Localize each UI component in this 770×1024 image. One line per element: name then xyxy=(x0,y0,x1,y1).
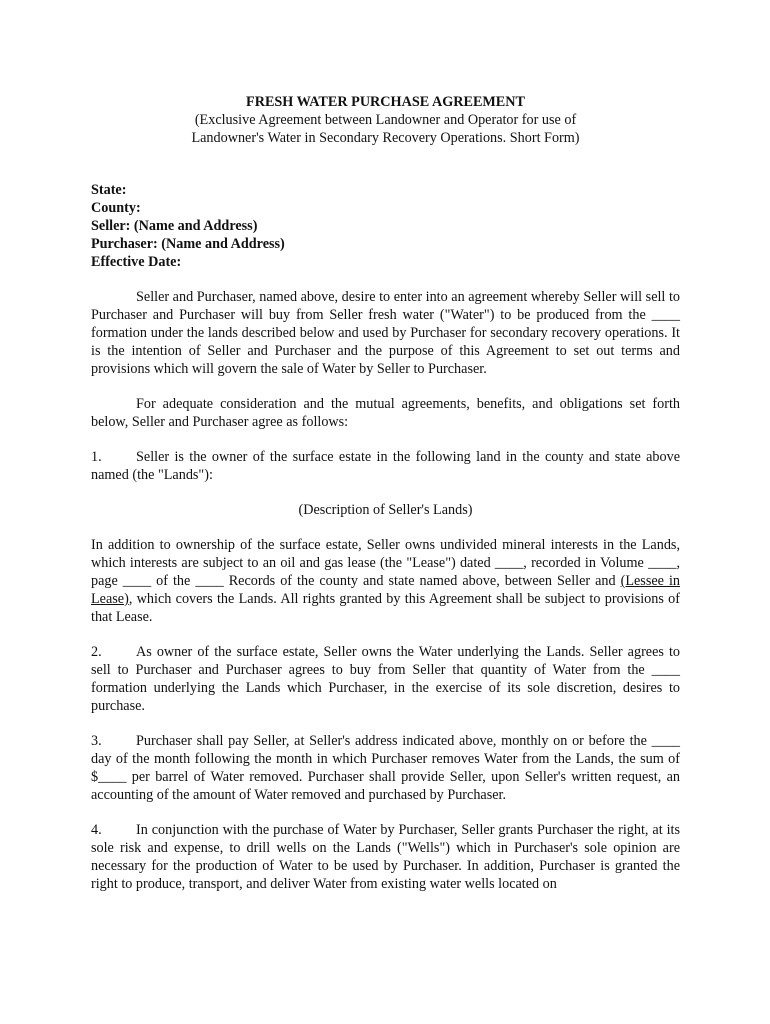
section-1-number: 1. xyxy=(91,449,102,465)
section-2-text: As owner of the surface estate, Seller owns the Water underlying the Lands. Seller agrees to sell to Purchaser and Purchaser agrees to buy from Seller that quantity of Water from the ____ formation underlying the Lands which Purchaser, in the exercise of its sole discretion, desires to purchase. xyxy=(91,644,680,714)
section-4-number: 4. xyxy=(91,822,102,838)
recital-paragraph-2: For adequate consideration and the mutual agreements, benefits, and obligations set forth below, Seller and Purchaser agree as follows: xyxy=(91,396,680,430)
field-purchaser: Purchaser: (Name and Address) xyxy=(91,236,285,252)
lessee-placeholder: (Lessee in Lease) xyxy=(91,573,680,607)
section-3-text: Purchaser shall pay Seller, at Seller's address indicated above, monthly on or before the ____ day of the month following the month in which Purchaser removes Water from the Lands, the sum of $____ per barrel of Water removed. Purchaser shall provide Seller, upon Seller's written request, an accounting of the amount of Water removed and purchased by Purchaser. xyxy=(91,733,680,803)
field-seller: Seller: (Name and Address) xyxy=(91,218,258,234)
section-1 xyxy=(91,448,680,484)
document-subtitle-line-1: (Exclusive Agreement between Landowner and Operator for use of xyxy=(194,112,577,128)
header-fields xyxy=(91,181,680,271)
field-state: State: xyxy=(91,182,127,198)
mineral-text-after: , which covers the Lands. All rights granted by this Agreement shall be subject to provisions of that Lease. xyxy=(91,591,680,625)
document-title: FRESH WATER PURCHASE AGREEMENT xyxy=(246,94,525,110)
section-3 xyxy=(91,732,680,804)
document-body xyxy=(91,93,680,893)
section-1-text: Seller is the owner of the surface estate in the following land in the county and state above named (the "Lands"): xyxy=(91,449,680,483)
mineral-text-before: In addition to ownership of the surface estate, Seller owns undivided mineral interests in the Lands, which interests are subject to an oil and gas lease (the "Lease") dated ____, recorded in Volume ____, page ____ of the ____ Records of the county and state named above, between Seller and xyxy=(91,537,680,589)
mineral-interest-paragraph xyxy=(91,536,680,626)
section-2 xyxy=(91,643,680,715)
document-subtitle-line-2: Landowner's Water in Secondary Recovery Operations. Short Form) xyxy=(191,130,580,146)
section-3-number: 3. xyxy=(91,733,102,749)
section-4-text: In conjunction with the purchase of Water by Purchaser, Seller grants Purchaser the right, at its sole risk and expense, to drill wells on the Lands ("Wells") which in Purchaser's sole opinion are necessary for the production of Water to be used by Purchaser. In addition, Purchaser is granted the right to produce, transport, and deliver Water from existing water wells located on xyxy=(91,822,680,892)
field-effective-date: Effective Date: xyxy=(91,254,182,270)
field-county: County: xyxy=(91,200,141,216)
section-2-number: 2. xyxy=(91,644,102,660)
section-4 xyxy=(91,821,680,893)
lands-description: (Description of Seller's Lands) xyxy=(298,502,473,518)
recital-paragraph-1: Seller and Purchaser, named above, desire to enter into an agreement whereby Seller will sell to Purchaser and Purchaser will buy from Seller fresh water ("Water") to be produced from the ____ formation under the lands described below and used by Purchaser for secondary recovery operations. It is the intention of Seller and Purchaser and the purpose of this Agreement to set out terms and provisions which will govern the sale of Water by Seller to Purchaser. xyxy=(91,289,680,377)
